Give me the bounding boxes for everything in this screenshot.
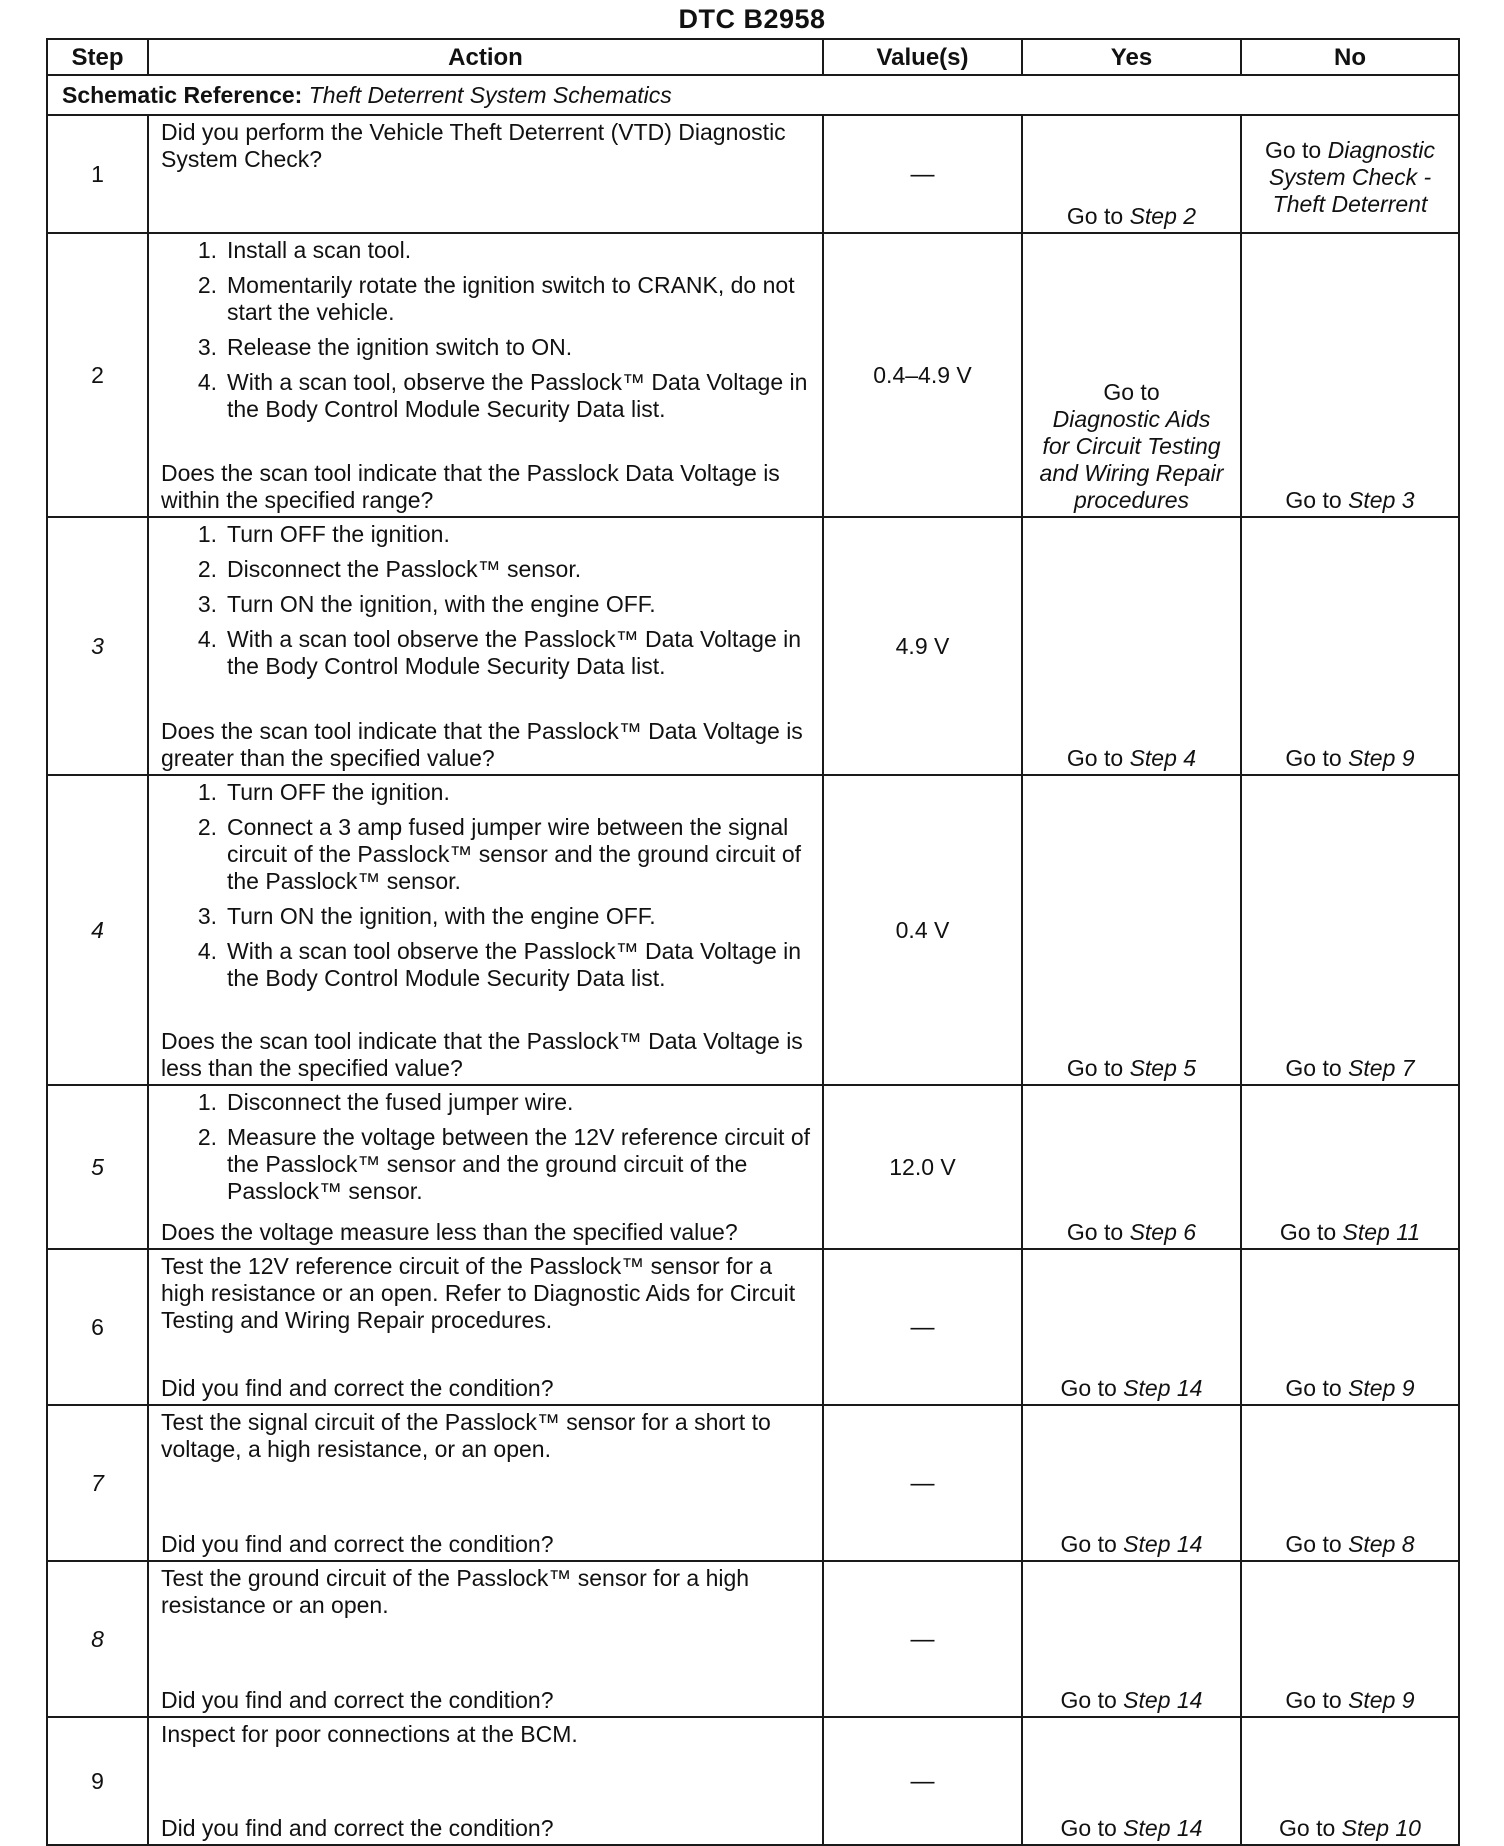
no-link[interactable]: Step 10 — [1341, 1815, 1421, 1841]
no-link[interactable]: Step 3 — [1348, 487, 1415, 513]
no-prefix: Go to — [1285, 745, 1342, 771]
no-link[interactable]: Step 7 — [1348, 1055, 1415, 1081]
action-content — [161, 1565, 812, 1714]
action-cell — [148, 115, 823, 233]
header-row — [47, 39, 1459, 75]
action-text: Test the ground circuit of the Passlock™ sensor for a high resistance or an open. — [161, 1565, 750, 1618]
list-item — [161, 237, 812, 264]
list-item-number: 1. — [197, 1089, 217, 1115]
value-cell: 4.9 V — [823, 517, 1022, 775]
value-cell: — — [823, 1561, 1022, 1717]
action-content — [161, 1409, 812, 1558]
yes-link[interactable]: Step 4 — [1129, 745, 1197, 771]
table-row — [47, 775, 1459, 1085]
list-item — [161, 779, 812, 806]
action-question: Does the scan tool indicate that the Passlock™ Data Voltage is less than the specified value? — [161, 1028, 803, 1081]
action-question: Does the scan tool indicate that the Passlock Data Voltage is within the specified range? — [161, 460, 780, 513]
no-link[interactable]: Step 11 — [1342, 1219, 1421, 1245]
table-row — [47, 233, 1459, 517]
page-title: DTC B2958 — [678, 4, 826, 34]
header-yes: Yes — [1022, 39, 1241, 75]
no-prefix: Go to — [1264, 136, 1322, 163]
yes-link-line[interactable]: Diagnostic Aids — [1052, 406, 1211, 432]
yes-prefix: Go to — [1066, 745, 1124, 771]
no-cell — [1241, 775, 1459, 1085]
yes-link[interactable]: Step 6 — [1129, 1219, 1197, 1245]
action-steps — [161, 779, 812, 1000]
header-no: No — [1241, 39, 1459, 75]
action-cell — [148, 1717, 823, 1845]
no-link[interactable]: Step 9 — [1348, 1375, 1415, 1401]
step-number: 9 — [47, 1717, 148, 1845]
value-cell: — — [823, 115, 1022, 233]
yes-prefix: Go to — [1060, 1375, 1117, 1401]
yes-link[interactable]: Step 14 — [1123, 1375, 1203, 1401]
value-cell: — — [823, 1717, 1022, 1845]
list-item — [161, 903, 812, 930]
yes-prefix: Go to — [1060, 1687, 1117, 1713]
list-item-text: Disconnect the Passlock™ sensor. — [227, 556, 582, 582]
action-cell — [148, 1561, 823, 1717]
schematic-row — [47, 75, 1459, 115]
no-link-line[interactable]: Theft Deterrent — [1272, 190, 1428, 217]
yes-link[interactable]: Step 14 — [1123, 1815, 1203, 1841]
yes-prefix: Go to — [1103, 379, 1160, 405]
yes-prefix: Go to — [1060, 1531, 1117, 1557]
action-question: Did you find and correct the condition? — [161, 1531, 554, 1557]
action-question: Does the scan tool indicate that the Passlock™ Data Voltage is greater than the specified value? — [161, 718, 803, 771]
list-item-number: 3. — [197, 903, 217, 929]
list-item-text: Turn ON the ignition, with the engine OFF. — [227, 903, 656, 929]
list-item-text: Connect a 3 amp fused jumper wire between the signal circuit of the Passlock™ sensor and the ground circuit of the Passlock™ sensor. — [227, 814, 802, 894]
no-cell — [1241, 115, 1459, 233]
no-link[interactable]: Diagnostic — [1327, 136, 1436, 163]
list-item — [161, 334, 812, 361]
action-cell — [148, 1085, 823, 1249]
list-item-number: 4. — [197, 626, 217, 652]
list-item-number: 2. — [197, 814, 217, 840]
step-number: 2 — [47, 233, 148, 517]
schematic-label: Schematic Reference: — [62, 81, 303, 108]
list-item-number: 2. — [197, 556, 217, 582]
yes-cell — [1022, 233, 1241, 517]
action-steps — [161, 237, 812, 431]
list-item-text: With a scan tool observe the Passlock™ Data Voltage in the Body Control Module Security Data list. — [227, 626, 802, 679]
no-cell — [1241, 233, 1459, 517]
list-item-text: Measure the voltage between the 12V reference circuit of the Passlock™ sensor and the ground circuit of the Passlock™ sensor. — [227, 1124, 811, 1204]
list-item-number: 1. — [197, 237, 217, 263]
header-step: Step — [47, 39, 148, 75]
list-item-text: Turn OFF the ignition. — [227, 779, 450, 805]
diagnostic-table — [46, 38, 1460, 1846]
no-prefix: Go to — [1285, 1375, 1342, 1401]
list-item-number: 4. — [197, 938, 217, 964]
no-link[interactable]: Step 8 — [1348, 1531, 1415, 1557]
action-question: Does the voltage measure less than the specified value? — [161, 1219, 738, 1245]
yes-link[interactable]: Step 5 — [1129, 1055, 1197, 1081]
table-row — [47, 1085, 1459, 1249]
list-item-number: 3. — [197, 591, 217, 617]
list-item-number: 1. — [197, 779, 217, 805]
yes-link-line[interactable]: and Wiring Repair — [1039, 460, 1224, 486]
list-item-number: 3. — [197, 334, 217, 360]
value-cell: 0.4 V — [823, 775, 1022, 1085]
yes-cell — [1022, 517, 1241, 775]
value-cell: 12.0 V — [823, 1085, 1022, 1249]
step-number: 4 — [47, 775, 148, 1085]
yes-cell — [1022, 1085, 1241, 1249]
no-cell — [1241, 1405, 1459, 1561]
step-number: 7 — [47, 1405, 148, 1561]
action-content — [161, 521, 812, 772]
no-cell — [1241, 1249, 1459, 1405]
list-item-text: Release the ignition switch to ON. — [227, 334, 573, 360]
list-item — [161, 556, 812, 583]
action-content — [161, 1253, 812, 1402]
table-row — [47, 517, 1459, 775]
action-cell — [148, 1249, 823, 1405]
list-item — [161, 1089, 812, 1116]
yes-cell — [1022, 1561, 1241, 1717]
table-row — [47, 1405, 1459, 1561]
value-cell: — — [823, 1249, 1022, 1405]
step-number: 3 — [47, 517, 148, 775]
yes-prefix: Go to — [1066, 1219, 1124, 1245]
action-cell — [148, 1405, 823, 1561]
list-item-text: With a scan tool, observe the Passlock™ Data Voltage in the Body Control Module Security Data list. — [227, 369, 808, 422]
yes-cell — [1022, 1405, 1241, 1561]
yes-cell — [1022, 775, 1241, 1085]
action-text: Test the signal circuit of the Passlock™ sensor for a short to voltage, a high resistance, or an open. — [161, 1409, 771, 1462]
no-cell — [1241, 1717, 1459, 1845]
yes-cell — [1022, 1717, 1241, 1845]
list-item — [161, 521, 812, 548]
yes-prefix: Go to — [1066, 203, 1124, 229]
no-prefix: Go to — [1285, 1531, 1342, 1557]
list-item-text: Turn ON the ignition, with the engine OFF. — [227, 591, 656, 617]
action-steps — [161, 521, 812, 688]
list-item-text: Turn OFF the ignition. — [227, 521, 450, 547]
table-row — [47, 1249, 1459, 1405]
list-item-text: Install a scan tool. — [227, 237, 412, 263]
no-link-line[interactable]: System Check - — [1268, 163, 1432, 190]
step-number: 8 — [47, 1561, 148, 1717]
schematic-link[interactable]: Theft Deterrent System Schematics — [308, 81, 672, 108]
table-row — [47, 1561, 1459, 1717]
action-content — [161, 237, 812, 514]
list-item-number: 2. — [197, 272, 217, 298]
action-text: Did you perform the Vehicle Theft Deterrent (VTD) Diagnostic System Check? — [161, 119, 786, 172]
no-prefix: Go to — [1279, 1219, 1337, 1245]
list-item-number: 2. — [197, 1124, 217, 1150]
list-item — [161, 591, 812, 618]
no-prefix: Go to — [1285, 1055, 1342, 1081]
action-cell — [148, 517, 823, 775]
step-number: 1 — [47, 115, 148, 233]
action-text: Inspect for poor connections at the BCM. — [161, 1721, 578, 1747]
step-number: 5 — [47, 1085, 148, 1249]
yes-link[interactable]: Step 2 — [1129, 203, 1197, 229]
list-item-text: With a scan tool observe the Passlock™ Data Voltage in the Body Control Module Security Data list. — [227, 938, 802, 991]
list-item-number: 4. — [197, 369, 217, 395]
yes-prefix: Go to — [1066, 1055, 1124, 1081]
action-cell — [148, 233, 823, 517]
action-content — [161, 1721, 812, 1842]
value-cell: 0.4–4.9 V — [823, 233, 1022, 517]
list-item — [161, 369, 812, 423]
value-cell: — — [823, 1405, 1022, 1561]
yes-link-line[interactable]: procedures — [1073, 487, 1190, 513]
table-row — [47, 1717, 1459, 1845]
list-item — [161, 626, 812, 680]
yes-prefix: Go to — [1060, 1815, 1117, 1841]
no-prefix: Go to — [1285, 1687, 1342, 1713]
yes-link[interactable]: Step 14 — [1123, 1687, 1203, 1713]
header-values: Value(s) — [823, 39, 1022, 75]
table-row — [47, 115, 1459, 233]
list-item — [161, 1124, 812, 1205]
action-cell — [148, 775, 823, 1085]
no-link[interactable]: Step 9 — [1348, 1687, 1415, 1713]
no-cell — [1241, 1561, 1459, 1717]
schematic-reference — [47, 75, 1459, 115]
list-item — [161, 938, 812, 992]
list-item — [161, 814, 812, 895]
step-number: 6 — [47, 1249, 148, 1405]
action-content — [161, 1089, 812, 1246]
action-steps — [161, 1089, 812, 1213]
action-question: Did you find and correct the condition? — [161, 1687, 554, 1713]
no-prefix: Go to — [1285, 487, 1342, 513]
list-item-text: Momentarily rotate the ignition switch to CRANK, do not start the vehicle. — [227, 272, 795, 325]
action-content — [161, 779, 812, 1082]
yes-cell — [1022, 115, 1241, 233]
action-text: Test the 12V reference circuit of the Passlock™ sensor for a high resistance or an open. Refer to Diagnostic Aids for Circuit Testing and Wiring Repair procedures. — [161, 1253, 796, 1333]
list-item — [161, 272, 812, 326]
action-question: Did you find and correct the condition? — [161, 1815, 554, 1841]
yes-link-line[interactable]: for Circuit Testing — [1042, 433, 1221, 459]
action-question: Did you find and correct the condition? — [161, 1375, 554, 1401]
no-link[interactable]: Step 9 — [1348, 745, 1415, 771]
no-cell — [1241, 1085, 1459, 1249]
no-prefix: Go to — [1279, 1815, 1336, 1841]
list-item-number: 1. — [197, 521, 217, 547]
yes-cell — [1022, 1249, 1241, 1405]
list-item-text: Disconnect the fused jumper wire. — [227, 1089, 574, 1115]
yes-link[interactable]: Step 14 — [1123, 1531, 1203, 1557]
header-action: Action — [148, 39, 823, 75]
no-cell — [1241, 517, 1459, 775]
